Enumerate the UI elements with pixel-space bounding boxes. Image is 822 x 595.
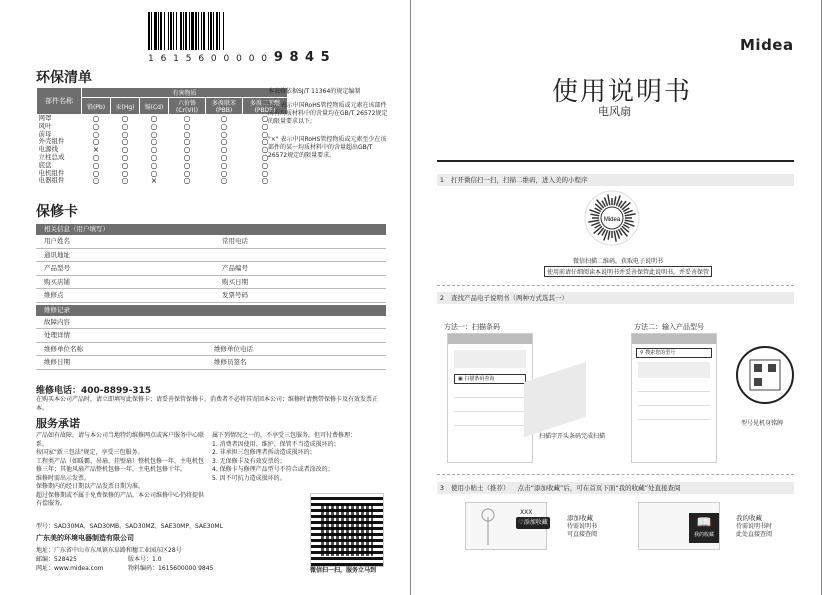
- env-part-name: 电机组件: [38, 168, 65, 177]
- env-title: 环保清单: [36, 70, 92, 86]
- book-icon: 📖: [696, 515, 712, 529]
- env-cell: ○: [150, 129, 158, 139]
- env-cell: ○: [121, 145, 129, 155]
- row-repair-invoice: [36, 289, 386, 303]
- env-cell: ○: [150, 168, 158, 178]
- env-header-group: 有害物质: [82, 88, 288, 98]
- method-2-caption: 型号见机身铭牌: [741, 420, 784, 427]
- env-part-name: 网罩: [38, 114, 52, 122]
- env-cell: ○: [150, 137, 158, 147]
- env-cell: ○: [121, 137, 129, 147]
- env-cell: ○: [121, 114, 129, 123]
- env-cell: ○: [220, 137, 228, 147]
- env-part-name: 风叶: [38, 121, 52, 130]
- step-2-text: 查找产品电子说明书（两种方式选其一）: [451, 294, 568, 302]
- env-part-name: 立柱总成: [38, 152, 65, 161]
- env-part-name: 外壳组件: [38, 137, 65, 146]
- env-cell: ○: [92, 160, 100, 170]
- step-1-bar: [437, 174, 794, 186]
- env-part-name: 电源线: [38, 145, 58, 154]
- phone-list-row: [454, 417, 526, 426]
- phone-banner: [638, 362, 710, 378]
- label-repair-point: 维修点: [44, 291, 64, 299]
- row-name-phone: [36, 235, 386, 249]
- env-cell: ○: [261, 129, 269, 139]
- env-cell: ○: [150, 160, 158, 170]
- row-date-repairer: [36, 356, 386, 370]
- step-3-bar: [437, 482, 794, 494]
- phone-status-bar: [448, 334, 532, 344]
- env-header-pbb: 多溴联苯 (PBB): [206, 98, 243, 115]
- env-cell: ○: [261, 152, 269, 162]
- env-cell: ○: [261, 160, 269, 170]
- env-cell: ○: [150, 114, 158, 123]
- env-cell: ○: [220, 145, 228, 155]
- env-cell: ○: [183, 137, 191, 147]
- left-page: [0, 0, 410, 595]
- warranty-card: [36, 224, 386, 370]
- phone-search-box[interactable]: [636, 348, 712, 358]
- mini-program-code: [584, 190, 640, 246]
- service-qr-code: [310, 493, 384, 567]
- step-3-text: 点击“添加收藏”后，可在首页下面“我的收藏”处直接查阅: [517, 484, 681, 492]
- row-model-serial: [36, 262, 386, 276]
- env-cell: ○: [220, 168, 228, 178]
- postcode: 邮编：528425: [36, 556, 77, 563]
- address: 地址：广东省中山市东凤镇东阜路和穗工业园东区28号: [36, 547, 182, 554]
- label-shop: 购买店铺: [44, 277, 70, 286]
- row-fault: [36, 316, 386, 330]
- product-box-image: [524, 362, 586, 437]
- divider-1: [437, 285, 794, 286]
- step-1-text: 打开微信扫一扫，扫描二维码，进入美的小程序: [451, 176, 588, 184]
- step-3-number: 3: [439, 484, 445, 492]
- env-cell: ×: [150, 176, 158, 186]
- my-favorites-label: 我的收藏: [736, 514, 762, 522]
- user-section-header: 相关信息（用户填写）: [36, 224, 386, 235]
- env-cell: ○: [220, 121, 228, 131]
- xxx-label: XXX: [520, 509, 533, 516]
- add-favorite-button[interactable]: ♡添加收藏: [516, 517, 550, 529]
- env-cell: ○: [220, 176, 228, 186]
- env-cell: ○: [183, 114, 191, 123]
- service-right-1: 1. 消费者因使用、维护、保管不当造成损坏的；: [212, 440, 340, 448]
- service-right-intro: 属下列情况之一的，不享受三包服务，但可付费修理：: [212, 432, 357, 439]
- env-table: [36, 87, 288, 185]
- service-left-6: 超过保修期或不属于免费保修的产品，本公司维修中心仍将提供有偿服务。: [36, 491, 205, 507]
- row-address: [36, 249, 386, 263]
- env-row: [37, 131, 288, 139]
- label-model: 产品型号: [44, 264, 70, 272]
- env-cell: ○: [183, 168, 191, 178]
- env-row: [37, 115, 288, 123]
- env-cell: ○: [92, 168, 100, 178]
- service-left-5: 保修期内的经日期以产品发票日期为准。: [36, 483, 145, 490]
- phone-list-row: [454, 389, 526, 398]
- env-cell: ○: [121, 121, 129, 131]
- env-cell: ○: [92, 152, 100, 162]
- label-user-name: 用户姓名: [44, 237, 70, 245]
- step-1-number: 1: [439, 176, 445, 184]
- row-shop-date: [36, 276, 386, 290]
- env-header-cd: 镉(Cd): [140, 98, 169, 115]
- service-left-4: 维修时需出示发票。: [36, 474, 91, 482]
- service-right-5: 5. 因不可抗力造成损坏的。: [212, 474, 286, 482]
- website: 网址：www.midea.com: [36, 565, 104, 572]
- label-serial: 产品编号: [222, 264, 248, 272]
- service-title: 服务承诺: [36, 417, 80, 430]
- env-cell: ○: [92, 121, 100, 131]
- env-cell: ○: [261, 176, 269, 186]
- qr-caption: 微信扫一扫，服务立马到: [310, 567, 377, 574]
- env-cell: ○: [92, 137, 100, 147]
- env-cell: ○: [150, 152, 158, 162]
- env-cell: ○: [121, 168, 129, 178]
- env-part-name: 前母: [38, 129, 52, 138]
- page-divider: [410, 0, 411, 595]
- env-cell: ○: [261, 121, 269, 131]
- env-cell: ○: [183, 145, 191, 155]
- env-cell: ○: [183, 129, 191, 139]
- barcode-number-big: 9 8 4 5: [273, 50, 331, 65]
- env-cell: ×: [92, 145, 100, 155]
- row-detail: [36, 329, 386, 343]
- nameplate-zoom: [736, 346, 794, 404]
- env-cell: ○: [183, 121, 191, 131]
- env-cell: ○: [92, 114, 100, 123]
- material-code: 物料编码：1615600000 9845: [128, 565, 214, 572]
- add-favorite-label: 添加收藏: [567, 514, 593, 522]
- mini-code-logo: Midea: [603, 217, 621, 223]
- method-1-caption: 扫描字开头条码完成扫描: [539, 433, 606, 440]
- env-row: [37, 170, 288, 178]
- add-favorite-desc: 待需说明书 可直接查阅: [567, 523, 598, 538]
- manual-title: 使用说明书: [552, 77, 693, 107]
- warranty-title: 保修卡: [36, 204, 78, 220]
- step-1-note: 使用前请仔细阅读本说明书并妥善保管此说明书，并妥善保管: [544, 266, 712, 277]
- env-row: [37, 154, 288, 162]
- barcode-image: [148, 12, 266, 50]
- favorite-demo-panel: [465, 502, 547, 550]
- my-favorites-button[interactable]: 📖 我的收藏: [689, 513, 719, 543]
- service-left-1: 产品如有故障，请与本公司当地特约维修网点或客户服务中心联系。: [36, 432, 205, 448]
- env-cell: ○: [150, 145, 158, 155]
- env-cell: ○: [220, 152, 228, 162]
- env-note-2: "○" 表示中国RoHS管控物质或元素在该部件所有均质材料中的含量均在GB/T 26572规定的限量要求以下;: [268, 102, 388, 125]
- phone-mockup-scan: [447, 333, 533, 463]
- midea-logo: Midea: [740, 36, 794, 54]
- env-header-cr: 六价铬 (Cr(VI)): [169, 98, 206, 115]
- env-cell: ○: [261, 145, 269, 155]
- env-cell: ○: [183, 176, 191, 186]
- barcode-number: [148, 50, 331, 65]
- method-2-label: 方法二：输入产品型号: [634, 323, 704, 331]
- phone-banner: [454, 350, 526, 368]
- phone-list-row: [638, 383, 710, 392]
- method-1-label: 方法一：扫描条码: [444, 323, 500, 331]
- label-detail: 处理详情: [44, 331, 70, 339]
- title-rule: [437, 160, 794, 162]
- env-notes: [268, 88, 388, 160]
- step-3-title: 使用小贴士（推荐）: [451, 484, 510, 492]
- repair-section-header: 维修记录: [36, 305, 386, 316]
- row-unit: [36, 343, 386, 357]
- label-address: 通讯地址: [44, 250, 70, 259]
- search-icon: ⚲: [640, 350, 644, 356]
- service-left: [36, 432, 206, 509]
- phone-scan-row: ▣ 扫描条码查询: [454, 374, 526, 384]
- phone-list-row: [454, 403, 526, 412]
- env-note-3: "×" 表示中国RoHS管控物质或元素至少在该部件的某一均质材料中的含量超出GB/T 26572规定的限量要求。: [268, 136, 387, 159]
- step-1-caption: 微信扫描二维码，获取电子说明书: [573, 258, 664, 265]
- my-favorites-demo-panel: [638, 502, 720, 550]
- label-invoice: 发票号码: [222, 291, 248, 299]
- hotline: 维修电话：400-8899-315: [36, 386, 152, 396]
- env-note-1: 本表格依据SJ/T 11364的规定编制: [268, 88, 361, 95]
- label-phone: 常用电话: [222, 237, 248, 245]
- hotline-note: 在购买本公司产品时，请立即填写此保修卡；请妥善保管保修卡，消费者不必将其寄回本公司；维修时请携带保修卡及有效发票正本。: [36, 396, 379, 412]
- env-cell: ○: [92, 129, 100, 139]
- env-cell: ○: [261, 168, 269, 178]
- label-purchase-date: 购买日期: [222, 277, 248, 286]
- env-part-name: 电器组件: [38, 176, 65, 185]
- label-repairer: 维修员签名: [214, 358, 247, 366]
- service-left-2: 按国家"新三包法"规定，享受三包服务。: [36, 449, 144, 456]
- heart-icon: ♡: [518, 519, 524, 526]
- my-favorites-desc: 待需说明书时 此处直接查阅: [736, 523, 773, 538]
- phone-list-row: [638, 397, 710, 406]
- divider-2: [437, 474, 794, 475]
- service-right-3: 3. 无保修卡及有效发票的；: [212, 457, 286, 465]
- label-unit-phone: 维修单位电话: [214, 344, 253, 353]
- env-cell: ○: [220, 160, 228, 170]
- env-row: [37, 123, 288, 131]
- service-left-3: 工程类产品（如暖霸、吊扇、挂壁扇）整机包修一年，主电机包修三年；其他风扇产品整机包修一年，主电机包修十年。: [36, 457, 205, 473]
- service-right: [212, 432, 387, 483]
- plant-illustration: [476, 507, 500, 545]
- search-hint: 搜索您的型号: [645, 350, 676, 356]
- step-2-number: 2: [439, 294, 445, 302]
- env-cell: ○: [183, 152, 191, 162]
- env-cell: ○: [121, 160, 129, 170]
- env-cell: ○: [261, 137, 269, 147]
- env-header-part: 部件名称: [37, 88, 82, 115]
- manual-subtitle: 电风扇: [598, 105, 631, 118]
- env-header-pb: 铅(Pb): [82, 98, 111, 115]
- label-fault: 故障内容: [44, 317, 70, 326]
- env-cell: ○: [220, 129, 228, 139]
- env-header-pbde: 多溴二苯醚 (PBDE): [243, 98, 288, 115]
- env-cell: ○: [150, 121, 158, 131]
- step-3-label: [451, 482, 681, 494]
- barcode-number-small: 1 6 1 5 6 0 0 0 0 0: [148, 54, 270, 64]
- env-row: [37, 177, 288, 185]
- env-row: [37, 162, 288, 170]
- models: 型号：SAD30MA、SAD30MB、SAD30MZ、SAE30MP、SAE30ML: [36, 523, 223, 530]
- env-cell: ○: [261, 114, 269, 123]
- env-cell: ○: [121, 152, 129, 162]
- phone-list-row: [638, 411, 710, 420]
- env-cell: ○: [183, 160, 191, 170]
- company: 广东美的环境电器制造有限公司: [36, 534, 134, 542]
- env-row: [37, 138, 288, 146]
- env-part-name: 底盘: [38, 160, 52, 169]
- phone-mockup-search: [631, 333, 717, 463]
- step-2-bar: [437, 292, 794, 304]
- env-cell: ○: [121, 176, 129, 186]
- phone-status-bar: [632, 334, 716, 344]
- env-cell: ○: [220, 114, 228, 123]
- env-row: [37, 146, 288, 154]
- service-right-4: 4. 保修卡与修理产品型号不符合或者涂改的；: [212, 466, 334, 473]
- env-cell: ○: [92, 176, 100, 186]
- env-cell: ○: [121, 129, 129, 139]
- barcode-stripe: [224, 12, 226, 50]
- label-unit-name: 维修单位名称: [44, 344, 83, 353]
- service-right-2: 2. 非承担三包修理者拆动造成损坏的；: [212, 449, 316, 456]
- version: 版本号：1.0: [128, 556, 162, 563]
- env-header-hg: 汞(Hg): [111, 98, 140, 115]
- label-repair-date: 维修日期: [44, 358, 70, 366]
